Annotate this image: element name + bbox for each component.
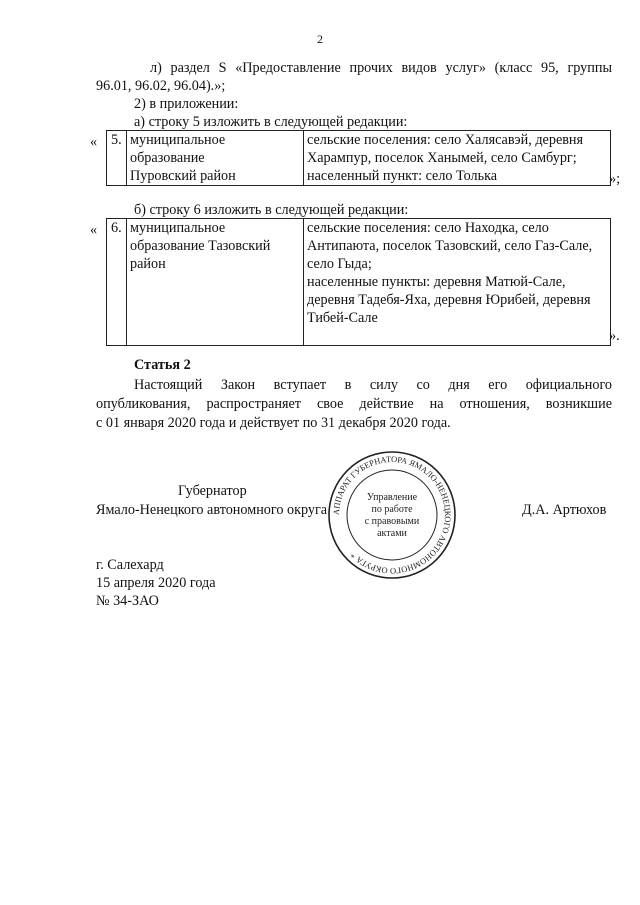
row6-settlements-line: сельские поселения: село Находка, село (307, 220, 549, 236)
row6-settlements-line: деревня Тадебя-Яха, деревня Юрибей, деревня (307, 292, 591, 308)
row5-number: 5. (107, 131, 127, 186)
item-2-text: 2) в приложении: (134, 96, 239, 112)
page-number: 2 (317, 32, 323, 46)
row5-close-quote: »; (609, 171, 621, 187)
article-heading: Статья 2 (134, 357, 191, 373)
row6-settlements-line: населенные пункты: деревня Матюй-Сале, (307, 274, 566, 290)
table-row (107, 219, 611, 346)
row5-settlements (304, 131, 611, 186)
article-line1: Настоящий Закон вступает в силу со дня его официального (134, 377, 612, 393)
official-stamp (327, 450, 457, 580)
row5-table (106, 130, 611, 186)
row5-settlements-line: сельские поселения: село Халясавэй, деревня (307, 132, 584, 148)
stamp-center-line: актами (377, 528, 407, 539)
row5-municipality (127, 131, 304, 186)
signature-title-line1: Губернатор (178, 483, 247, 499)
item-l-text-line1: л) раздел S «Предоставление прочих видов услуг» (класс 95, группы (150, 60, 612, 76)
row5-municipality-line: образование (130, 150, 205, 166)
signatory-name: Д.А. Артюхов (522, 502, 607, 518)
row5-municipality-line: муниципальное (130, 132, 226, 148)
article-line2: опубликования, распространяет свое действие на отношения, возникшие (96, 396, 612, 412)
row6-number: 6. (107, 219, 127, 346)
signature-title-line2: Ямало-Ненецкого автономного округа (96, 502, 328, 518)
row6-open-quote: « (90, 222, 98, 238)
row5-settlements-line: населенный пункт: село Толька (307, 168, 498, 184)
stamp-center-line: по работе (371, 504, 413, 515)
row6-close-quote: ». (609, 328, 620, 344)
row5-settlements-line: Харампур, поселок Ханымей, село Самбург; (307, 150, 577, 166)
item-a-text: а) строку 5 изложить в следующей редакции: (134, 114, 408, 130)
article-line3: с 01 января 2020 года и действует по 31 декабря 2020 года. (96, 415, 451, 431)
law-number: № 34-ЗАО (96, 593, 159, 609)
stamp-center-line: с правовыми (364, 516, 420, 527)
date-of-signing: 15 апреля 2020 года (96, 575, 216, 591)
row5-open-quote: « (90, 134, 98, 150)
place-of-signing: г. Салехард (96, 557, 164, 573)
row6-municipality-line: образование Тазовский (130, 238, 271, 254)
row6-table (106, 218, 611, 346)
row6-settlements (304, 219, 611, 346)
stamp-center-line: Управление (366, 492, 418, 503)
item-b-text: б) строку 6 изложить в следующей редакции: (134, 202, 409, 218)
row5-municipality-line: Пуровский район (130, 168, 236, 184)
row6-municipality (127, 219, 304, 346)
row6-settlements-line: Антипаюта, поселок Тазовский, село Газ-Сале, (307, 238, 593, 254)
row6-settlements-line: село Гыда; (307, 256, 372, 272)
stamp-ring-text: АППАРАТ ГУБЕРНАТОРА ЯМАЛО-НЕНЕЦКОГО АВТОНОМНОГО ОКРУГА * (331, 454, 453, 576)
row6-municipality-line: муниципальное (130, 220, 226, 236)
item-l-text-line2: 96.01, 96.02, 96.04).»; (96, 78, 226, 94)
table-row (107, 131, 611, 186)
row6-municipality-line: район (130, 256, 166, 272)
row6-settlements-line: Тибей-Сале (307, 310, 378, 326)
